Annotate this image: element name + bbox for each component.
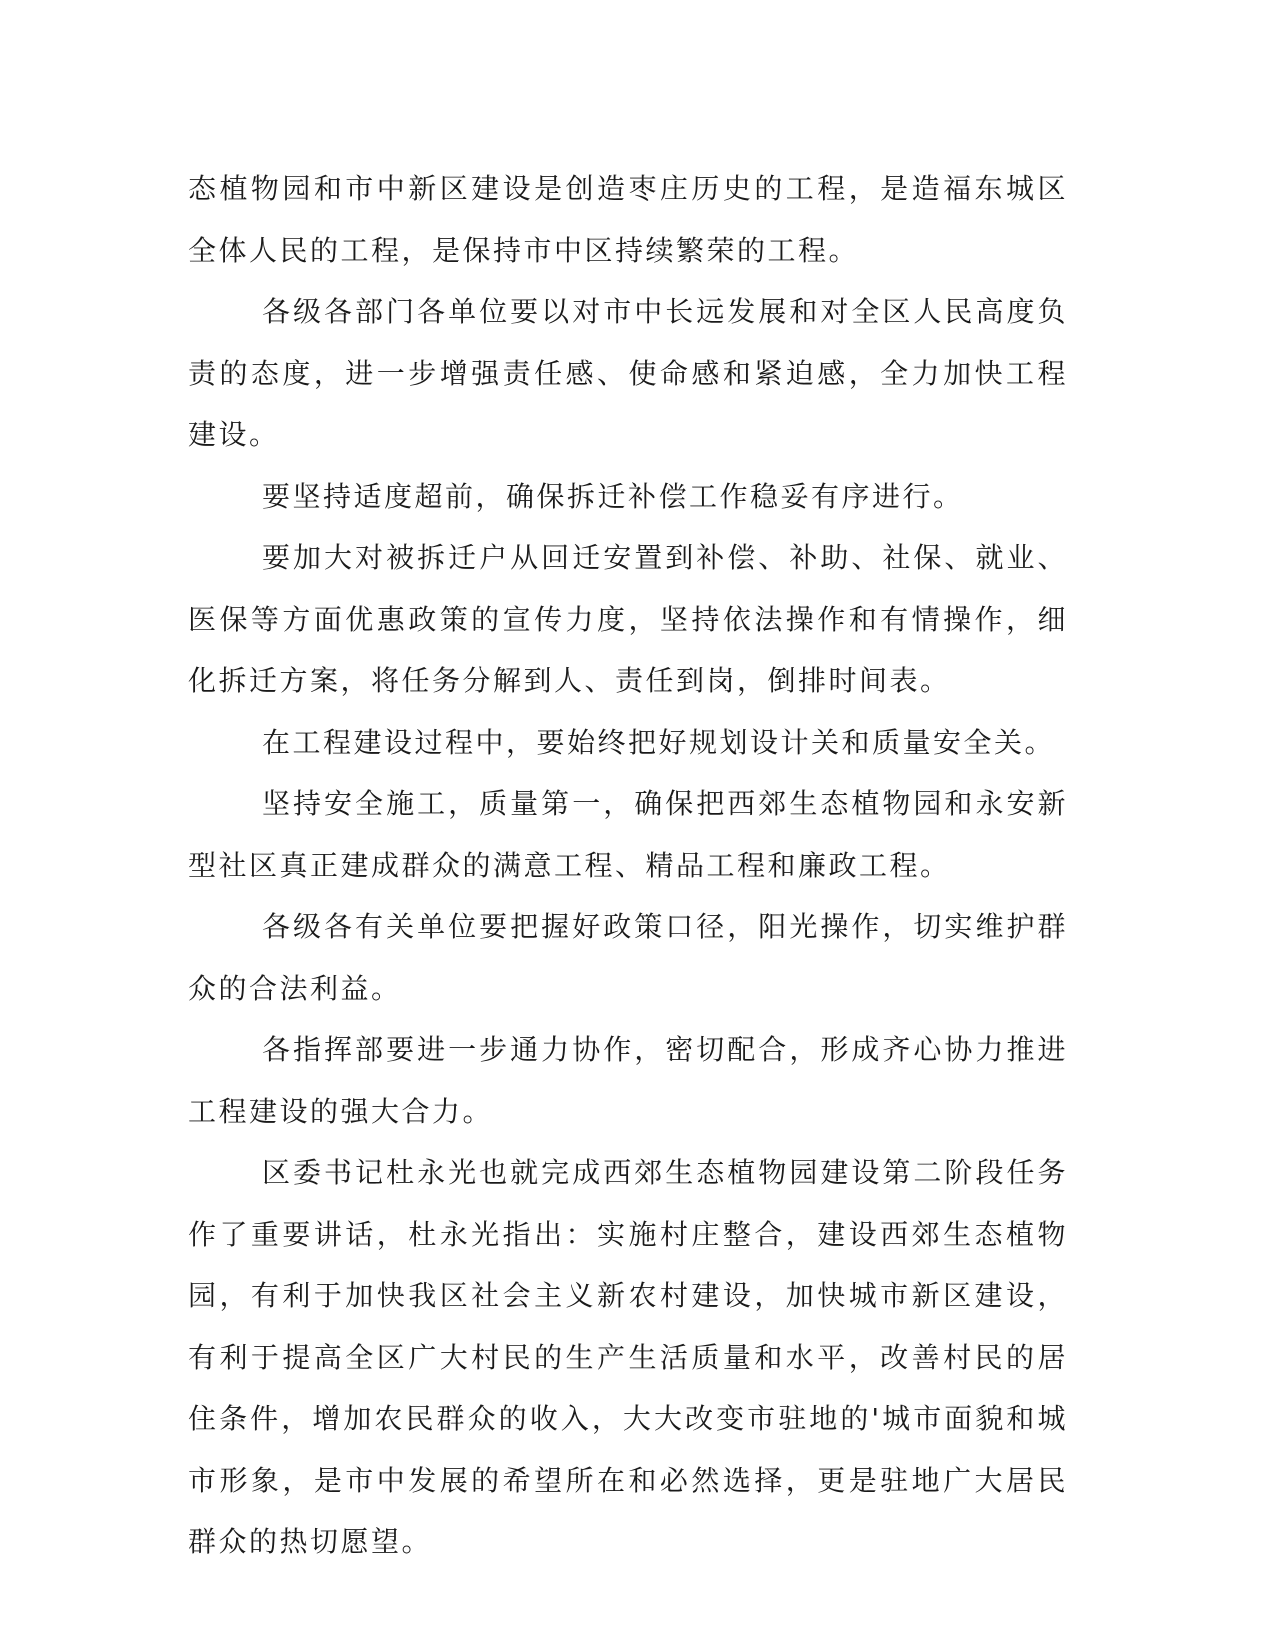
paragraph-6: 坚持安全施工，质量第一，确保把西郊生态植物园和永安新型社区真正建成群众的满意工程、精品工程和廉政工程。 [188, 787, 1068, 882]
paragraph-3: 要坚持适度超前，确保拆迁补偿工作稳妥有序进行。 [262, 479, 964, 513]
paragraph-7: 各级各有关单位要把握好政策口径，阳光操作，切实维护群众的合法利益。 [188, 910, 1068, 1005]
paragraph-2: 各级各部门各单位要以对市中长远发展和对全区人民高度负责的态度，进一步增强责任感、使命感和紧迫感，全力加快工程建设。 [188, 295, 1068, 451]
paragraph-1: 态植物园和市中新区建设是创造枣庄历史的工程，是造福东城区全体人民的工程，是保持市中区持续繁荣的工程。 [188, 172, 1068, 267]
paragraph-8: 各指挥部要进一步通力协作，密切配合，形成齐心协力推进工程建设的强大合力。 [188, 1033, 1068, 1128]
paragraph-4: 要加大对被拆迁户从回迁安置到补偿、补助、社保、就业、医保等方面优惠政策的宣传力度，坚持依法操作和有情操作，细化拆迁方案，将任务分解到人、责任到岗，倒排时间表。 [188, 541, 1068, 697]
paragraph-9: 区委书记杜永光也就完成西郊生态植物园建设第二阶段任务作了重要讲话，杜永光指出：实施村庄整合，建设西郊生态植物园，有利于加快我区社会主义新农村建设，加快城市新区建设，有利于提高全区广大村民的生产生活质量和水平，改善村民的居住条件，增加农民群众的收入，大大改变市驻地的'城市面貌和城市形象，是市中发展的希望所在和必然选择，更是驻地广大居民群众的热切愿望。 [188, 1156, 1068, 1558]
paragraph-5: 在工程建设过程中，要始终把好规划设计关和质量安全关。 [262, 725, 1056, 759]
document-body [188, 158, 1068, 1573]
